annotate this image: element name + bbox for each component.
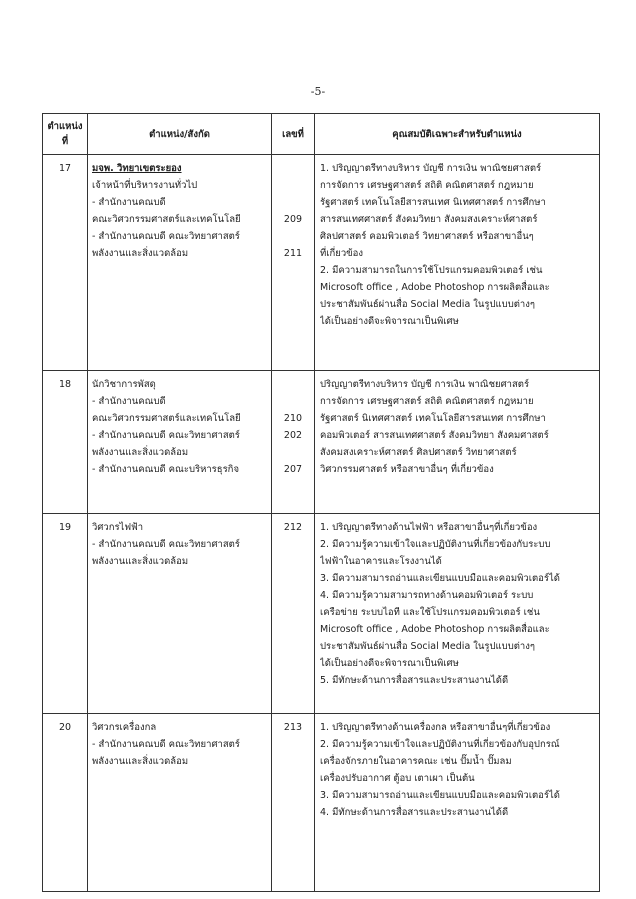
qualification-cell [315,371,600,514]
affiliation-line: พลังงานและสิ่งแวดล้อม [92,756,189,767]
code-line [273,177,313,194]
qualification-line: 5. มีทักษะด้านการสื่อสารและประสานงานได้ดี [320,675,509,686]
header-position-affiliation: ตำแหน่ง/สังกัด [88,114,272,155]
qualification-line: รัฐศาสตร์ นิเทศศาสตร์ เทคโนโลยีสารสนเทศ การศึกษา [320,413,546,424]
positions-table [42,113,600,892]
qualification-line: 1. ปริญญาตรีทางด้านเครื่องกล หรือสาขาอื่นๆที่เกี่ยวข้อง [320,722,551,733]
code-value: 213 [283,722,303,733]
qualification-line: รัฐศาสตร์ เทคโนโลยีสารสนเทศ นิเทศศาสตร์ การศึกษา [320,197,546,208]
qualification-cell [315,714,600,892]
qualification-line: ได้เป็นอย่างดีจะพิจารณาเป็นพิเศษ [320,658,459,669]
qualification-line: 2. มีความรู้ความเข้าใจและปฏิบัติงานที่เกี่ยวข้องกับระบบ [320,539,551,550]
qualification-line: คอมพิวเตอร์ สารสนเทศศาสตร์ สังคมวิทยา สังคมศาสตร์ [320,430,549,441]
qualification-line: เครือข่าย ระบบไอที และใช้โปรแกรมคอมพิวเตอร์ เช่น [320,607,540,618]
code-cell [272,371,315,514]
row-number: 20 [43,714,88,892]
affiliation-line: พลังงานและสิ่งแวดล้อม [92,556,189,567]
qualification-line: การจัดการ เศรษฐศาสตร์ สถิติ คณิตศาสตร์ กฎหมาย [320,396,534,407]
code-line [273,194,313,211]
affiliation-line: พลังงานและสิ่งแวดล้อม [92,248,189,259]
affiliation-line: - สำนักงานคณบดี [92,197,166,208]
table-header-row [43,114,600,155]
qualification-line: ที่เกี่ยวข้อง [320,248,364,259]
qualification-line: Microsoft office , Adobe Photoshop การผลิตสื่อและ [320,624,550,635]
row-number: 18 [43,371,88,514]
qualification-line: Microsoft office , Adobe Photoshop การผลิตสื่อและ [320,282,550,293]
affiliation-line: - สำนักงานคณบดี คณะบริหารธุรกิจ [92,464,240,475]
code-value: 211 [283,248,303,259]
header-position-no: ตำแหน่งที่ [43,114,88,155]
affiliation-line: - สำนักงานคณบดี คณะวิทยาศาสตร์ [92,430,240,441]
position-title: เจ้าหน้าที่บริหารงานทั่วไป [92,180,198,191]
position-title: วิศวกรไฟฟ้า [92,522,144,533]
affiliation-line: - สำนักงานคณบดี คณะวิทยาศาสตร์ [92,739,240,750]
affiliation-line: พลังงานและสิ่งแวดล้อม [92,447,189,458]
qualification-line: ไฟฟ้าในอาคารและโรงงานได้ [320,556,442,567]
campus-heading: มจพ. วิทยาเขตระยอง [92,163,182,174]
qualification-line: วิศวกรรมศาสตร์ หรือสาขาอื่นๆ ที่เกี่ยวข้อง [320,464,494,475]
affiliation-line: - สำนักงานคณบดี คณะวิทยาศาสตร์ [92,539,240,550]
qualification-line: 1. ปริญญาตรีทางบริหาร บัญชี การเงิน พาณิชยศาสตร์ [320,163,542,174]
qualification-line: 4. มีทักษะด้านการสื่อสารและประสานงานได้ดี [320,807,509,818]
code-cell [272,514,315,714]
qualification-cell [315,514,600,714]
qualification-line: การจัดการ เศรษฐศาสตร์ สถิติ คณิตศาสตร์ กฎหมาย [320,180,534,191]
page-number: -5- [310,85,326,98]
qualification-line: ประชาสัมพันธ์ผ่านสื่อ Social Media ในรูปแบบต่างๆ [320,299,535,310]
qualification-line: สังคมสงเคราะห์ศาสตร์ ศิลปศาสตร์ วิทยาศาสตร์ [320,447,517,458]
position-cell [88,714,272,892]
qualification-line: ปริญญาตรีทางบริหาร บัญชี การเงิน พาณิชยศาสตร์ [320,379,530,390]
position-title: นักวิชาการพัสดุ [92,379,156,390]
qualification-line: ได้เป็นอย่างดีจะพิจารณาเป็นพิเศษ [320,316,459,327]
qualification-line: 3. มีความสามารถอ่านและเขียนแบบมือและคอมพิวเตอร์ได้ [320,790,560,801]
position-cell [88,371,272,514]
qualification-line: 3. มีความสามารถอ่านและเขียนแบบมือและคอมพิวเตอร์ได้ [320,573,560,584]
qualification-line: 2. มีความรู้ความเข้าใจและปฏิบัติงานที่เกี่ยวข้องกับอุปกรณ์ [320,739,560,750]
qualification-line: ประชาสัมพันธ์ผ่านสื่อ Social Media ในรูปแบบต่างๆ [320,641,535,652]
affiliation-line: คณะวิศวกรรมศาสตร์และเทคโนโลยี [92,413,241,424]
header-qualifications: คุณสมบัติเฉพาะสำหรับตำแหน่ง [315,114,600,155]
qualification-line: สารสนเทศศาสตร์ สังคมวิทยา สังคมสงเคราะห์ศาสตร์ [320,214,538,225]
code-value: 207 [283,464,303,475]
table-row [43,371,600,514]
code-line [273,160,313,177]
code-value: 212 [283,522,303,533]
code-value: 202 [283,430,303,441]
qualification-line: 2. มีความสามารถในการใช้โปรแกรมคอมพิวเตอร์ เช่น [320,265,543,276]
affiliation-line: - สำนักงานคณบดี คณะวิทยาศาสตร์ [92,231,240,242]
qualification-line: 1. ปริญญาตรีทางด้านไฟฟ้า หรือสาขาอื่นๆที่เกี่ยวข้อง [320,522,538,533]
code-line [273,444,313,461]
row-number: 17 [43,155,88,371]
code-cell [272,155,315,371]
qualification-cell [315,155,600,371]
position-cell [88,514,272,714]
code-cell [272,714,315,892]
table-row [43,155,600,371]
position-cell [88,155,272,371]
row-number: 19 [43,514,88,714]
qualification-line: เครื่องจักรภายในอาคารคณะ เช่น ปั๊มน้ำ ปั๊มลม [320,756,512,767]
affiliation-line: - สำนักงานคณบดี [92,396,166,407]
qualification-line: 4. มีความรู้ความสามารถทางด้านคอมพิวเตอร์ ระบบ [320,590,534,601]
qualification-line: ศิลปศาสตร์ คอมพิวเตอร์ วิทยาศาสตร์ หรือสาขาอื่นๆ [320,231,534,242]
position-title: วิศวกรเครื่องกล [92,722,157,733]
code-line [273,228,313,245]
qualification-line: เครื่องปรับอากาศ ตู้อบ เตาเผา เป็นต้น [320,773,475,784]
code-value: 209 [283,214,303,225]
header-code: เลขที่ [272,114,315,155]
affiliation-line: คณะวิศวกรรมศาสตร์และเทคโนโลยี [92,214,241,225]
table-row [43,514,600,714]
code-line [273,393,313,410]
code-line [273,376,313,393]
code-value: 210 [283,413,303,424]
table-row [43,714,600,892]
